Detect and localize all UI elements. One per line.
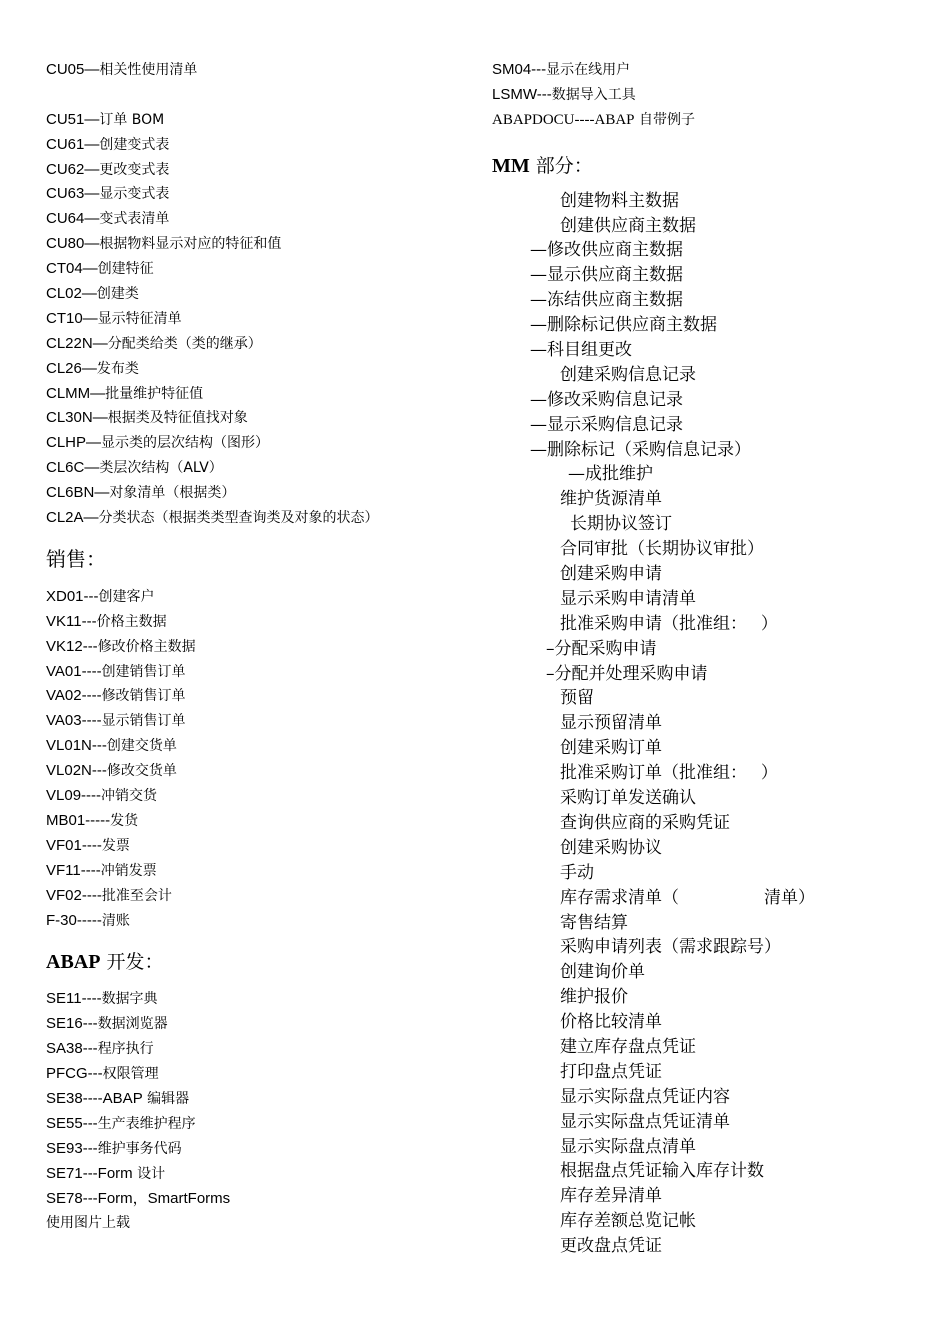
list-item bbox=[46, 1137, 466, 1162]
transaction-code: VA03---- bbox=[46, 712, 102, 730]
transaction-description: 对象清单（根据类） bbox=[109, 485, 236, 502]
mm-list-item bbox=[492, 388, 932, 413]
transaction-description: 创建变式表 bbox=[99, 136, 170, 153]
mm-item-text: 批准采购申请（批准组： ） bbox=[560, 613, 778, 634]
list-item bbox=[46, 332, 466, 357]
list-item bbox=[46, 909, 466, 934]
mm-list-item bbox=[492, 836, 932, 861]
transaction-description: 变式表清单 bbox=[99, 211, 170, 228]
mm-list-item bbox=[492, 612, 932, 637]
classification-list-a bbox=[46, 58, 466, 83]
mm-list-item bbox=[492, 911, 932, 936]
list-item bbox=[46, 585, 466, 610]
list-item bbox=[46, 834, 466, 859]
transaction-code: CL22N— bbox=[46, 334, 108, 352]
mm-item-text: 更改盘点凭证 bbox=[560, 1236, 662, 1257]
list-item bbox=[46, 307, 466, 332]
transaction-code: CL26— bbox=[46, 359, 97, 377]
transaction-code: SM04--- bbox=[492, 61, 547, 78]
list-marker: — bbox=[530, 389, 547, 410]
mm-item-text: 查询供应商的采购凭证 bbox=[560, 812, 730, 833]
mm-item-text: 显示采购申请清单 bbox=[560, 588, 696, 609]
mm-item-text: 库存需求清单（ 清单） bbox=[560, 887, 815, 908]
mm-item-text: 创建采购信息记录 bbox=[560, 364, 696, 385]
mm-item-text: 寄售结算 bbox=[560, 912, 628, 933]
mm-list-item bbox=[492, 189, 932, 214]
transaction-description: 显示特征清单 bbox=[97, 310, 182, 327]
transaction-code: SE93--- bbox=[46, 1139, 98, 1157]
mm-item-text: 显示实际盘点凭证清单 bbox=[560, 1111, 730, 1132]
mm-list-item bbox=[492, 1085, 932, 1110]
mm-item-text: 显示采购信息记录 bbox=[547, 414, 683, 435]
mm-item-text: 分配采购申请 bbox=[554, 638, 657, 659]
list-item bbox=[46, 1187, 466, 1212]
transaction-code: CL6BN— bbox=[46, 484, 110, 502]
mm-item-text: 显示实际盘点清单 bbox=[560, 1136, 696, 1157]
sales-heading-text: 销售： bbox=[46, 546, 106, 571]
list-marker: – bbox=[546, 638, 555, 659]
list-item bbox=[46, 1037, 466, 1062]
transaction-code: VA02---- bbox=[46, 687, 102, 705]
transaction-description: 根据物料显示对应的特征和值 bbox=[99, 236, 282, 253]
transaction-code: CU51— bbox=[46, 110, 100, 128]
spacer bbox=[46, 83, 466, 108]
mm-item-text: 维护报价 bbox=[560, 987, 628, 1008]
mm-item-text: 合同审批（长期协议审批） bbox=[560, 539, 764, 560]
transaction-code: CU64— bbox=[46, 210, 100, 228]
transaction-description: 自带例子 bbox=[634, 111, 695, 128]
mm-list-item bbox=[492, 438, 932, 463]
right-column bbox=[492, 58, 932, 1259]
list-item bbox=[46, 709, 466, 734]
mm-list-item bbox=[492, 562, 932, 587]
abap-heading bbox=[46, 939, 466, 983]
transaction-code: SE38----ABAP bbox=[46, 1089, 143, 1107]
transaction-description: 冲销交货 bbox=[101, 788, 158, 805]
mm-item-text: 冻结供应商主数据 bbox=[547, 290, 683, 311]
mm-item-text: 建立库存盘点凭证 bbox=[560, 1036, 696, 1057]
mm-list-item bbox=[492, 462, 932, 487]
transaction-code: CL2A— bbox=[46, 509, 99, 527]
mm-list-item bbox=[492, 288, 932, 313]
transaction-code: CU62— bbox=[46, 160, 100, 178]
transaction-description: 显示类的层次结构（图形） bbox=[101, 435, 270, 452]
transaction-code: CLHP— bbox=[46, 434, 102, 452]
abap-heading-cjk: 开发： bbox=[100, 951, 164, 974]
mm-item-text: 长期协议签订 bbox=[570, 514, 672, 535]
list-item bbox=[46, 232, 466, 257]
list-item bbox=[46, 1112, 466, 1137]
mm-list-item bbox=[492, 861, 932, 886]
transaction-description: 创建特征 bbox=[97, 261, 154, 278]
mm-list-item bbox=[492, 1135, 932, 1160]
mm-item-text: 创建采购申请 bbox=[560, 564, 662, 585]
mm-list-item bbox=[492, 637, 932, 662]
list-item bbox=[492, 83, 932, 108]
transaction-description: 使用图片上载 bbox=[46, 1215, 130, 1232]
mm-list-item bbox=[492, 786, 932, 811]
mm-item-text: 打印盘点凭证 bbox=[560, 1061, 662, 1082]
mm-list-item bbox=[492, 662, 932, 687]
list-marker: — bbox=[568, 464, 585, 485]
transaction-description: 设计 bbox=[132, 1165, 166, 1182]
transaction-code: VF11---- bbox=[46, 861, 101, 879]
transaction-description: 修改价格主数据 bbox=[97, 638, 196, 655]
list-item bbox=[46, 987, 466, 1012]
list-item bbox=[46, 431, 466, 456]
list-item bbox=[46, 58, 466, 83]
transaction-description: 程序执行 bbox=[97, 1041, 154, 1058]
transaction-code: CLMM— bbox=[46, 384, 106, 402]
left-column bbox=[46, 58, 466, 1236]
transaction-description: 生产表维护程序 bbox=[97, 1115, 196, 1132]
transaction-code: PFCG--- bbox=[46, 1065, 103, 1083]
mm-list-item bbox=[492, 761, 932, 786]
transaction-code: VA01---- bbox=[46, 662, 102, 680]
list-item bbox=[46, 456, 466, 481]
transaction-code: VL09---- bbox=[46, 787, 102, 805]
mm-item-text: 维护货源清单 bbox=[560, 489, 662, 510]
list-item bbox=[46, 1162, 466, 1187]
mm-list-item bbox=[492, 886, 932, 911]
mm-item-text: 删除标记（采购信息记录） bbox=[547, 439, 751, 460]
transaction-description: 修改交货单 bbox=[106, 763, 177, 780]
transaction-code: VF01---- bbox=[46, 836, 102, 854]
transaction-code: CL6C— bbox=[46, 459, 100, 477]
mm-list-item bbox=[492, 1159, 932, 1184]
transaction-code: F-30----- bbox=[46, 911, 102, 929]
transaction-description: 更改变式表 bbox=[99, 161, 170, 178]
transaction-code: MB01----- bbox=[46, 811, 111, 829]
mm-list-item bbox=[492, 960, 932, 985]
transaction-description: 批准至会计 bbox=[101, 887, 172, 904]
mm-list-item bbox=[492, 1184, 932, 1209]
mm-list-item bbox=[492, 537, 932, 562]
mm-list-item bbox=[492, 214, 932, 239]
mm-item-text: 创建供应商主数据 bbox=[560, 215, 696, 236]
transaction-code: CU80— bbox=[46, 235, 100, 253]
transaction-description: 发货 bbox=[110, 812, 139, 829]
transaction-description: 数据字典 bbox=[101, 991, 158, 1008]
mm-item-text: 采购申请列表（需求跟踪号） bbox=[560, 937, 781, 958]
mm-item-text: 价格比较清单 bbox=[560, 1012, 662, 1033]
mm-item-text: 显示预留清单 bbox=[560, 713, 662, 734]
list-item bbox=[46, 759, 466, 784]
list-marker: — bbox=[530, 315, 547, 336]
transaction-description: 创建客户 bbox=[98, 588, 155, 605]
transaction-code: CU61— bbox=[46, 135, 100, 153]
transaction-code: VL01N--- bbox=[46, 737, 107, 755]
mm-item-text: 修改供应商主数据 bbox=[547, 240, 683, 261]
mm-item-text: 手动 bbox=[560, 862, 594, 883]
mm-list-item bbox=[492, 811, 932, 836]
mm-list-item bbox=[492, 935, 932, 960]
list-item bbox=[46, 108, 466, 133]
transaction-code: SA38--- bbox=[46, 1040, 98, 1058]
mm-list-item bbox=[492, 587, 932, 612]
mm-item-text: 创建采购协议 bbox=[560, 837, 662, 858]
list-item bbox=[46, 660, 466, 685]
transaction-code: CU05— bbox=[46, 61, 100, 78]
list-marker: — bbox=[530, 240, 547, 261]
list-item bbox=[46, 406, 466, 431]
list-item bbox=[46, 635, 466, 660]
sales-list bbox=[46, 585, 466, 933]
mm-item-text: 库存差额总览记帐 bbox=[560, 1211, 696, 1232]
list-item bbox=[46, 859, 466, 884]
mm-list-item bbox=[492, 711, 932, 736]
list-item bbox=[46, 1087, 466, 1112]
transaction-description: 修改销售订单 bbox=[101, 688, 186, 705]
mm-list-item bbox=[492, 686, 932, 711]
list-marker: – bbox=[546, 663, 555, 684]
transaction-code: SE11---- bbox=[46, 990, 102, 1008]
mm-list-item bbox=[492, 736, 932, 761]
mm-list bbox=[492, 189, 932, 1259]
mm-item-text: 显示实际盘点凭证内容 bbox=[560, 1086, 730, 1107]
transaction-description: 创建交货单 bbox=[106, 738, 177, 755]
transaction-description: 价格主数据 bbox=[96, 613, 167, 630]
mm-list-item bbox=[492, 1035, 932, 1060]
list-marker: — bbox=[530, 265, 547, 286]
transaction-description: 数据导入工具 bbox=[551, 86, 636, 103]
list-item bbox=[46, 1211, 466, 1236]
transaction-description: 批量维护特征值 bbox=[105, 385, 204, 402]
transaction-description: 编辑器 bbox=[142, 1090, 190, 1107]
transaction-description: 数据浏览器 bbox=[97, 1016, 168, 1033]
mm-list-item bbox=[492, 487, 932, 512]
classification-list-b bbox=[46, 108, 466, 531]
transaction-description: 类层次结构（ALV） bbox=[99, 460, 223, 477]
mm-heading-latin: MM bbox=[492, 154, 530, 177]
mm-item-text: 分配并处理采购申请 bbox=[554, 663, 708, 684]
list-item bbox=[46, 506, 466, 531]
list-marker: — bbox=[530, 414, 547, 435]
mm-heading-cjk: 部分： bbox=[529, 154, 593, 177]
transaction-description: 订单 BOM bbox=[99, 111, 165, 128]
list-item bbox=[46, 158, 466, 183]
transaction-code: CL02— bbox=[46, 285, 97, 303]
mm-item-text: 创建询价单 bbox=[560, 962, 645, 983]
transaction-code: VK11--- bbox=[46, 612, 97, 630]
list-item bbox=[46, 1062, 466, 1087]
list-item bbox=[492, 58, 932, 83]
mm-item-text: 创建物料主数据 bbox=[560, 190, 679, 211]
mm-item-text: 成批维护 bbox=[585, 464, 653, 485]
list-item bbox=[46, 784, 466, 809]
abap-list bbox=[46, 987, 466, 1236]
mm-list-item bbox=[492, 413, 932, 438]
mm-item-text: 删除标记供应商主数据 bbox=[547, 315, 717, 336]
mm-item-text: 显示供应商主数据 bbox=[547, 265, 683, 286]
mm-item-text: 科目组更改 bbox=[547, 340, 632, 361]
mm-list-item bbox=[492, 1010, 932, 1035]
list-item bbox=[46, 610, 466, 635]
transaction-code: CT04— bbox=[46, 260, 98, 278]
transaction-code: SE71---Form bbox=[46, 1164, 133, 1182]
transaction-code: CT10— bbox=[46, 309, 98, 327]
list-item bbox=[46, 809, 466, 834]
mm-item-text: 预留 bbox=[560, 688, 594, 709]
transaction-description: 显示变式表 bbox=[99, 186, 170, 203]
mm-list-item bbox=[492, 1234, 932, 1259]
transaction-description: 冲销发票 bbox=[100, 862, 157, 879]
transaction-code: VF02---- bbox=[46, 886, 102, 904]
list-item bbox=[46, 257, 466, 282]
transaction-description: 清账 bbox=[101, 912, 130, 929]
list-item bbox=[46, 182, 466, 207]
list-marker: — bbox=[530, 439, 547, 460]
list-item bbox=[492, 108, 932, 133]
abap-heading-latin: ABAP bbox=[46, 951, 101, 974]
transaction-description: 创建销售订单 bbox=[101, 663, 186, 680]
transaction-code: SE16--- bbox=[46, 1015, 98, 1033]
transaction-code: VK12--- bbox=[46, 637, 98, 655]
transaction-description: 发布类 bbox=[96, 360, 139, 377]
mm-list-item bbox=[492, 338, 932, 363]
transaction-code: CU63— bbox=[46, 185, 100, 203]
list-item bbox=[46, 734, 466, 759]
transaction-description: 显示在线用户 bbox=[546, 62, 631, 78]
transaction-code: CL30N— bbox=[46, 409, 108, 427]
transaction-code: VL02N--- bbox=[46, 762, 107, 780]
list-item bbox=[46, 357, 466, 382]
mm-item-text: 批准采购订单（批准组： ） bbox=[560, 763, 778, 784]
list-item bbox=[46, 382, 466, 407]
transaction-description: 相关性使用清单 bbox=[99, 62, 198, 78]
transaction-description: 权限管理 bbox=[102, 1066, 159, 1083]
mm-list-item bbox=[492, 1110, 932, 1135]
transaction-description: 显示销售订单 bbox=[101, 713, 186, 730]
mm-list-item bbox=[492, 512, 932, 537]
mm-list-item bbox=[492, 1060, 932, 1085]
transaction-description: 创建类 bbox=[96, 286, 139, 303]
mm-item-text: 根据盘点凭证输入库存计数 bbox=[560, 1161, 764, 1182]
transaction-code: ABAPDOCU----ABAP bbox=[492, 111, 635, 128]
basis-list bbox=[492, 58, 932, 133]
transaction-description: 维护事务代码 bbox=[97, 1140, 182, 1157]
mm-list-item bbox=[492, 263, 932, 288]
mm-list-item bbox=[492, 238, 932, 263]
mm-list-item bbox=[492, 313, 932, 338]
mm-list-item bbox=[492, 985, 932, 1010]
list-marker: — bbox=[530, 340, 547, 361]
list-item bbox=[46, 684, 466, 709]
transaction-description: 分配类给类（类的继承） bbox=[107, 335, 262, 352]
mm-list-item bbox=[492, 363, 932, 388]
mm-heading bbox=[492, 143, 932, 187]
list-item bbox=[46, 481, 466, 506]
sales-heading bbox=[46, 537, 466, 581]
mm-item-text: 创建采购订单 bbox=[560, 738, 662, 759]
mm-list-item bbox=[492, 1209, 932, 1234]
list-item bbox=[46, 884, 466, 909]
transaction-code: LSMW--- bbox=[492, 85, 552, 103]
mm-item-text: 采购订单发送确认 bbox=[560, 788, 696, 809]
list-item bbox=[46, 282, 466, 307]
list-item bbox=[46, 207, 466, 232]
transaction-code: SE55--- bbox=[46, 1114, 98, 1132]
transaction-code: XD01--- bbox=[46, 587, 99, 605]
list-item bbox=[46, 133, 466, 158]
transaction-description: 分类状态（根据类类型查询类及对象的状态） bbox=[98, 510, 379, 527]
transaction-description: 发票 bbox=[101, 837, 130, 854]
transaction-code: SE78---Form，SmartForms bbox=[46, 1189, 231, 1207]
transaction-description: 根据类及特征值找对象 bbox=[107, 410, 248, 427]
list-marker: — bbox=[530, 290, 547, 311]
mm-item-text: 库存差异清单 bbox=[560, 1186, 662, 1207]
list-item bbox=[46, 1012, 466, 1037]
mm-item-text: 修改采购信息记录 bbox=[547, 389, 683, 410]
